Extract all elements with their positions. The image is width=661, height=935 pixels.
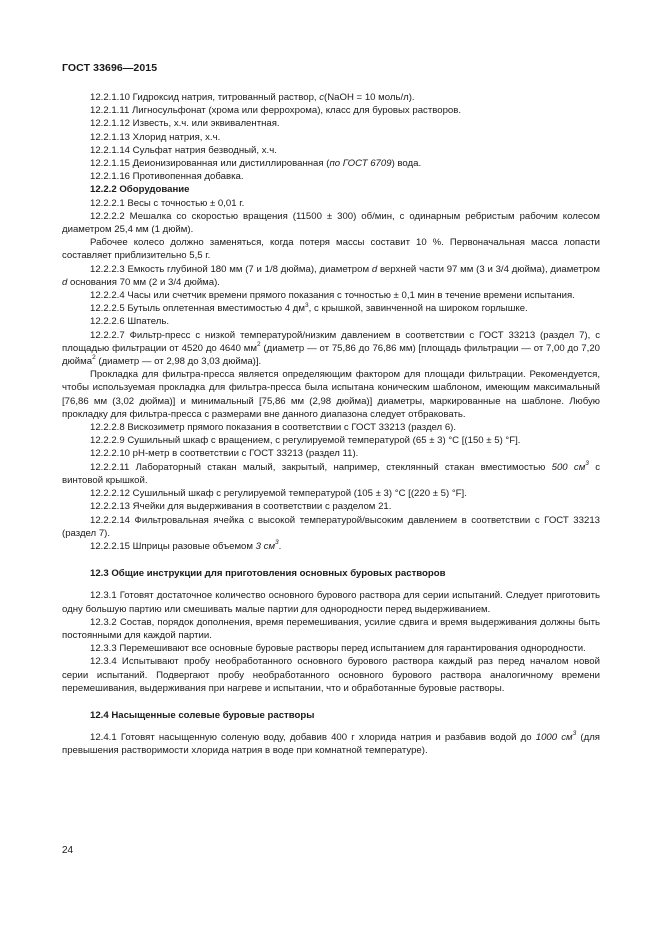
clause-paragraph: 12.2.2.14 Фильтровальная ячейка с высокой температурой/высоким давлением в соответствии с ГОСТ 33213 (раздел 7).: [62, 514, 600, 539]
clause-paragraph: 12.2.1.15 Деионизированная или дистиллированная (по ГОСТ 6709) вода.: [90, 158, 422, 170]
page-number: 24: [62, 845, 74, 856]
clause-paragraph: 12.2.2.11 Лабораторный стакан малый, закрытый, например, стеклянный стакан вместимостью 500 $см^3$ с винтовой крышкой.: [62, 460, 600, 486]
clause-paragraph: Рабочее колесо должно заменяться, когда потеря массы составит 10 %. Первоначальная масса лопасти составляет приблизительно 5,5 г.: [62, 237, 600, 262]
clause-paragraph: 12.2.1.11 Лигносульфонат (хрома или феррохрома), класс для буровых растворов.: [90, 105, 462, 117]
clause-paragraph: 12.2.2.4 Часы или счетчик времени прямого показания с точностью ± 0,1 мин в течение времени испытания.: [90, 290, 575, 302]
document-header: ГОСТ 33696—2015: [62, 62, 158, 74]
clause-paragraph: 12.2.1.12 Известь, х.ч. или эквивалентная.: [90, 118, 280, 130]
clause-paragraph: 12.2.2 Оборудование: [90, 184, 190, 196]
clause-paragraph: 12.2.1.13 Хлорид натрия, х.ч.: [90, 131, 221, 143]
clause-paragraph: 12.2.2.10 рН-метр в соответствии с ГОСТ 33213 (раздел 11).: [90, 448, 359, 460]
document-body: [62, 91, 600, 758]
section-12-4-paragraph: 12.4.1 Готовят насыщенную соленую воду, добавив 400 г хлорида натрия и разбавив водой до 1000 $см^3$ (для превышения растворимости хлорида натрия в воде при комнатной температуре).: [62, 730, 600, 757]
clause-paragraph: 12.2.2.6 Шпатель.: [90, 316, 170, 328]
clause-paragraph: 12.2.2.15 Шприцы разовые объемом 3 $см^3$.: [90, 539, 282, 552]
section-12-3-heading: 12.3 Общие инструкции для приготовления основных буровых растворов: [90, 568, 446, 580]
section-12-3-paragraph: 12.3.3 Перемешивают все основные буровые растворы перед испытанием для гарантирования однородности.: [90, 643, 586, 655]
clause-paragraph: 12.2.1.10 Гидроксид натрия, титрованный раствор, c(NaOH = 10 моль/л).: [90, 92, 415, 103]
section-12-3-list: [62, 589, 600, 695]
section-12-3-paragraph: 12.3.2 Состав, порядок дополнения, время перемешивания, усилие сдвига и время выдерживания должны быть постоянными для каждой партии.: [62, 616, 600, 641]
section-12-3-paragraph: 12.3.1 Готовят достаточное количество основного бурового раствора для серии испытаний. Следует приготовить одну большую партию или смешивать малые партии для однородности перед выдерживанием.: [62, 590, 600, 615]
clause-paragraph: 12.2.2.8 Вискозиметр прямого показания в соответствии с ГОСТ 33213 (раздел 6).: [90, 422, 457, 434]
section-12-4-list: [62, 731, 600, 757]
clause-paragraph: 12.2.2.9 Сушильный шкаф с вращением, с регулируемой температурой (65 ± 3) °С [(150 ± 5) °F].: [90, 435, 521, 447]
clause-paragraph: 12.2.2.7 Фильтр-пресс с низкой температурой/низким давлением в соответствии с ГОСТ 33213 (раздел 7), с площадью фильтрации от 4520 до 4640 $мм^2$ (диаметр — от 75,86 до 76,86 мм) [площадь фильтрации — от 7,00 до 7,20 дюйма$^2$ (диаметр — от 2,98 до 3,03 дюйма)].: [62, 329, 600, 368]
clause-paragraph: 12.2.2.12 Сушильный шкаф с регулируемой температурой (105 ± 3) °С [(220 ± 5) °F].: [90, 488, 467, 500]
clause-paragraph: Прокладка для фильтра-пресса является определяющим фактором для площади фильтрации. Рекомендуется, чтобы используемая прокладка для фильтра-пресса была испытана коническим шаблоном, имеющим максимальный [76,86 мм (3,02 дюйма)] и минимальный [75,86 мм (2,98 дюйма)] диаметры, маркированные на шаблоне. Любую прокладку для фильтра-пресса с размерами вне данного диапазона следует отбраковать.: [62, 369, 600, 420]
clause-paragraph: 12.2.2.2 Мешалка со скоростью вращения (11500 ± 300) об/мин, с одинарным ребристым рабочим колесом диаметром 25,4 мм (1 дюйм).: [62, 210, 600, 236]
section-12-3-paragraph: 12.3.4 Испытывают пробу необработанного основного бурового раствора каждый раз перед началом новой серии испытаний. Подвергают пробу необработанного основного бурового раствора аналогичному времени перемешивания, выдерживания при нагреве и испытании, что и обработанные буровые растворы.: [62, 656, 600, 694]
clause-paragraph: 12.2.2.3 Емкость глубиной 180 мм (7 и 1/8 дюйма), диаметром d верхней части 97 мм (3 и 3/4 дюйма), диаметром d основания 70 мм (2 и 3/4 дюйма).: [62, 263, 600, 288]
clause-paragraph: 12.2.1.16 Противопенная добавка.: [90, 171, 244, 183]
clause-paragraph: 12.2.2.1 Весы с точностью ± 0,01 г.: [90, 197, 245, 209]
section-12-4-heading: 12.4 Насыщенные солевые буровые растворы: [90, 709, 315, 721]
section-12-2-list: [62, 91, 600, 553]
clause-paragraph: 12.2.2.13 Ячейки для выдерживания в соответствии с разделом 21.: [90, 501, 392, 513]
clause-paragraph: 12.2.1.14 Сульфат натрия безводный, х.ч.: [90, 144, 277, 156]
clause-paragraph: 12.2.2.5 Бутыль оплетенная вместимостью 4 $дм^3$, с крышкой, завинченной на широком горлышке.: [90, 301, 528, 315]
